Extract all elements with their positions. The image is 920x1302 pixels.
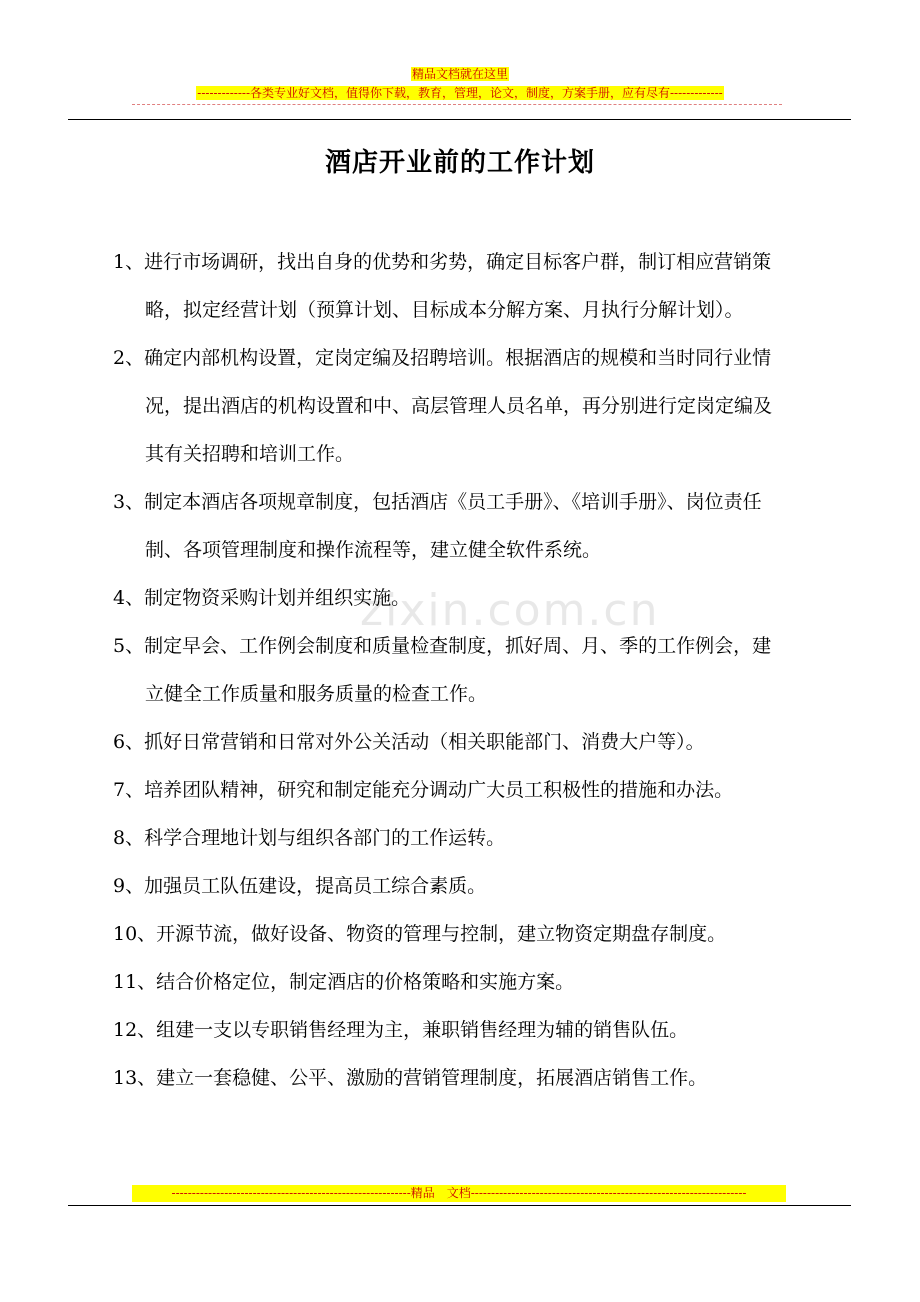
list-item-line: 8、科学合理地计划与组织各部门的工作运转。 [113,827,506,849]
list-item [113,718,853,766]
list-item-line: 11、结合价格定位，制定酒店的价格策略和实施方案。 [113,971,575,993]
list-item [113,334,853,478]
header-top-text: 精品文档就在这里 [411,67,508,81]
list-item-line: 9、加强员工队伍建设，提高员工综合素质。 [113,875,487,897]
list-item [113,862,853,910]
list-item-line: 10、开源节流，做好设备、物资的管理与控制，建立物资定期盘存制度。 [113,923,727,945]
header-dashed-divider [132,104,782,105]
document-title: 酒店开业前的工作计划 [324,148,595,178]
list-item [113,766,853,814]
list-item-line: 6、抓好日常营销和日常对外公关活动（相关职能部门、消费大户等）。 [113,731,705,753]
list-item [113,1054,853,1102]
list-item-line: 4、制定物资采购计划并组织实施。 [113,587,411,609]
list-item-line: 5、制定早会、工作例会制度和质量检查制度，抓好周、月、季的工作例会，建 [113,635,772,657]
header-divider [68,119,851,120]
header-banner [0,85,920,101]
list-item-continuation: 略，拟定经营计划（预算计划、目标成本分解方案、月执行分解计划）。 [145,299,744,321]
plan-list [113,238,853,1102]
list-item [113,814,853,862]
header-top-label [0,66,920,82]
list-item-continuation: 其有关招聘和培训工作。 [145,443,355,465]
list-item-continuation: 制、各项管理制度和操作流程等，建立健全软件系统。 [145,539,602,561]
list-item-continuation: 立健全工作质量和服务质量的检查工作。 [145,683,488,705]
list-item-line: 7、培养团队精神，研究和制定能充分调动广大员工积极性的措施和办法。 [113,779,734,801]
list-item-line: 12、组建一支以专职销售经理为主，兼职销售经理为辅的销售队伍。 [113,1019,689,1041]
list-item-continuation: 况，提出酒店的机构设置和中、高层管理人员名单，再分别进行定岗定编及 [145,395,773,417]
list-item [113,1006,853,1054]
header-banner-text: -------------各类专业好文档，值得你下载，教育，管理，论文，制度，方案手册，应有尽有------------- [197,86,723,100]
list-item [113,574,853,622]
list-item-line: 13、建立一套稳健、公平、激励的营销管理制度，拓展酒店销售工作。 [113,1067,708,1089]
list-item [113,958,853,1006]
watermark: zixin.com.cn [360,585,660,636]
list-item [113,622,853,718]
list-item-line: 1、进行市场调研，找出自身的优势和劣势，确定目标客户群，制订相应营销策 [113,251,772,273]
footer-banner: -----------------------------------------------------------精品 文档-------------------------------------------------------------------- [132,1185,786,1202]
list-item [113,478,853,574]
list-item-line: 3、制定本酒店各项规章制度，包括酒店《员工手册》、《培训手册》、岗位责任 [113,491,762,513]
list-item [113,910,853,958]
list-item-line: 2、确定内部机构设置，定岗定编及招聘培训。根据酒店的规模和当时同行业情 [113,347,772,369]
footer-divider [68,1205,851,1206]
list-item [113,238,853,334]
